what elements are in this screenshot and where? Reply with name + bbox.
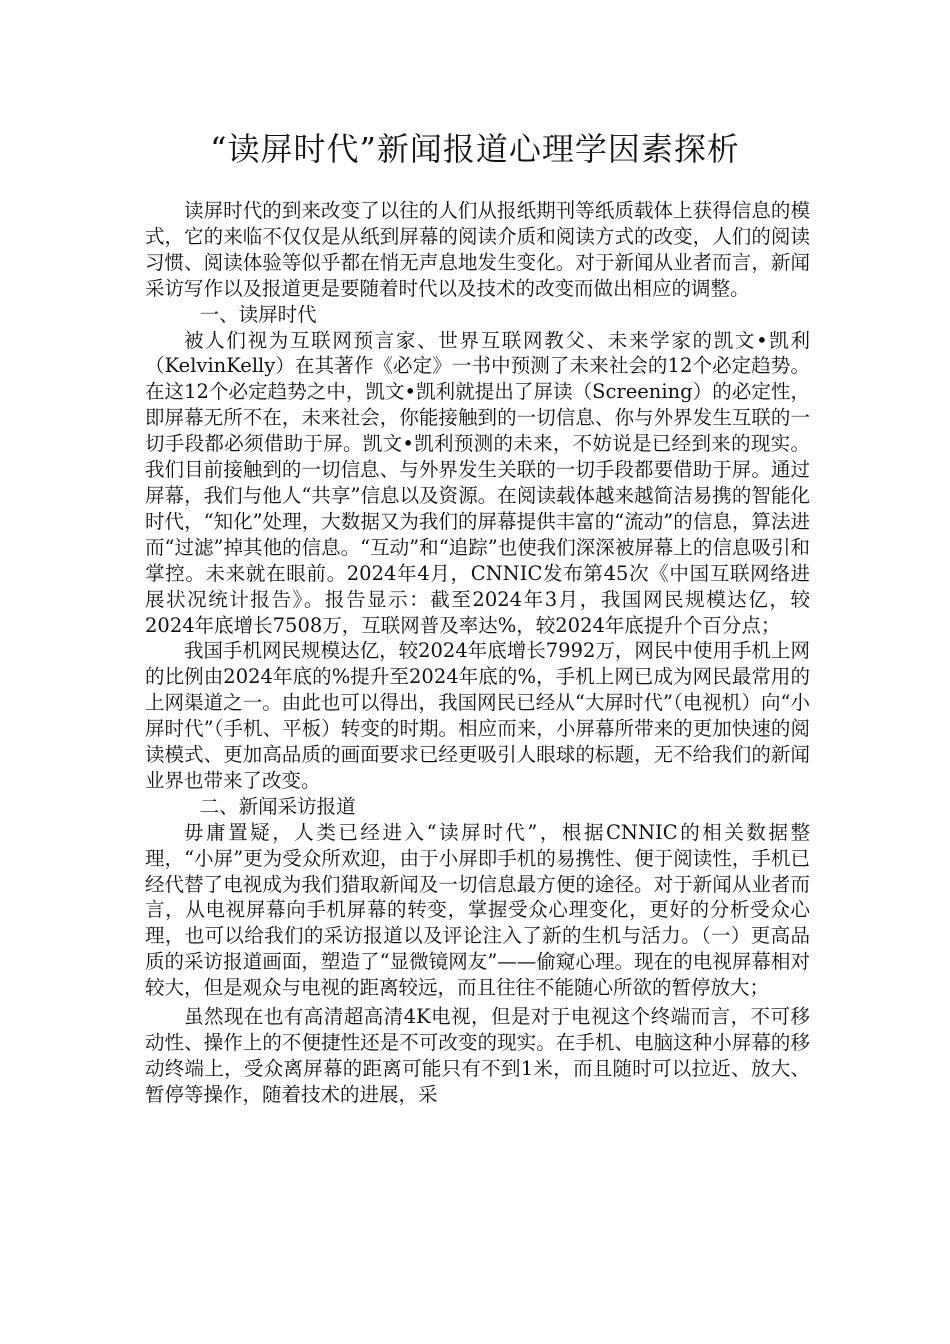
paragraph-screen-reading: 被人们视为互联网预言家、世界互联网教父、未来学家的凯文•凯利（KelvinKelly）在其著作《必定》一书中预测了未来社会的12个必定趋势。在这12个必定趋势之中，凯文•凯利就提出了屏读（Screening）的必定性，即屏幕无所不在，未来社会，你能接触到的一切信息、你与外界发生互联的一切手段都必须借助于屏。凯文•凯利预测的未来，不妨说是已经到来的现实。我们目前接触到的一切信息、与外界发生关联的一切手段都要借助于屏。通过屏幕，我们与他人“共享”信息以及资源。在阅读载体越来越简洁易携的智能化时代，“知化”处理，大数据又为我们的屏幕提供丰富的“流动”的信息，算法进而“过滤”掉其他的信息。“互动”和“追踪”也使我们深深被屏幕上的信息吸引和掌控。未来就在眼前。2024年4月，CNNIC发布第45次《中国互联网络进展状况统计报告》。报告显示：截至2024年3月，我国网民规模达亿，较2024年底增长7508万，互联网普及率达%，较2024年底提升个百分点；: [145, 328, 810, 637]
document-body: [145, 198, 810, 1108]
paragraph-mobile-users: 我国手机网民规模达亿，较2024年底增长7992万，网民中使用手机上网的比例由2024年底的%提升至2024年底的%，手机上网已成为网民最常用的上网渠道之一。由此也可以得出，我国网民已经从“大屏时代”（电视机）向“小屏时代”（手机、平板）转变的时期。相应而来，小屏幕所带来的更加快速的阅读模式、更加高品质的画面要求已经更吸引人眼球的标题，无不给我们的新闻业界也带来了改变。: [145, 639, 810, 792]
document-title: “读屏时代”新闻报道心理学因素探析: [210, 130, 740, 168]
paragraph-4k-tv: 虽然现在也有高清超高清4K电视，但是对于电视这个终端而言，不可移动性、操作上的不便捷性还是不可改变的现实。在手机、电脑这种小屏幕的移动终端上，受众离屏幕的距离可能只有不到1米，而且随时可以拉近、放大、暂停等操作，随着技术的进展，采: [145, 1005, 810, 1106]
paragraph-news-reporting: 毋庸置疑，人类已经进入“读屏时代”，根据CNNIC的相关数据整理，“小屏”更为受众所欢迎，由于小屏即手机的易携性、便于阅读性，手机已经代替了电视成为我们猎取新闻及一切信息最方便的途径。对于新闻从业者而言，从电视屏幕向手机屏幕的转变，掌握受众心理变化，更好的分析受众心理，也可以给我们的采访报道以及评论注入了新的生机与活力。（一）更高品质的采访报道画面，塑造了“显微镜网友”——偷窥心理。现在的电视屏幕相对较大，但是观众与电视的距离较远，而且往往不能随心所欲的暂停放大；: [145, 820, 810, 1000]
section-heading-1: 一、读屏时代: [199, 302, 317, 326]
section-heading-2: 二、新闻采访报道: [199, 794, 356, 818]
paragraph-intro: 读屏时代的到来改变了以往的人们从报纸期刊等纸质载体上获得信息的模式，它的来临不仅仅是从纸到屏幕的阅读介质和阅读方式的改变，人们的阅读习惯、阅读体验等似乎都在悄无声息地发生变化。对于新闻从业者而言，新闻采访写作以及报道更是要随着时代以及技术的改变而做出相应的调整。: [145, 199, 810, 300]
